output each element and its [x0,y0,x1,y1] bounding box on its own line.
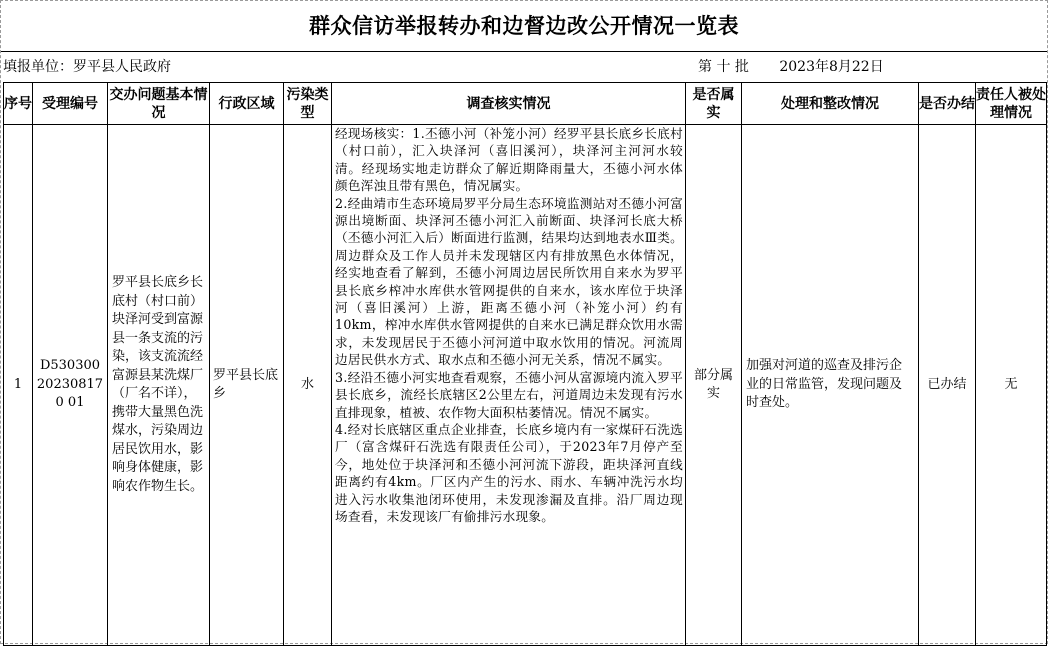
header-seq: 序号 [3,82,33,125]
investigation-paragraph: 4.经对长底辖区重点企业排查，长底乡境内有一家煤矸石洗选厂（富含煤矸石洗选有限责任公司），于2023年7月停产至今，地处位于块泽河和丕德小河河流下游段，距块泽河直线距离约有4km。厂区内产生的污水、雨水、车辆冲洗污水均进入污水收集池闭环使用，未发现渗漏及直排。沿厂周边现场查看，未发现该厂有偷排污水现象。 [335,421,683,524]
header-accountable: 责任人被处理情况 [975,82,1047,125]
investigation-paragraph: 3.经沿丕德小河实地查看观察，丕德小河从富源境内流入罗平县长底乡，流经长底辖区2公里左右，河道周边未发现有污水直排现象，植被、农作物大面积枯萎情况。情况不属实。 [335,369,683,420]
cell-handling: 加强对河道的巡查及排污企业的日常监管，发现问题及时查处。 [741,124,919,646]
cell-investigation [331,124,686,646]
cell-accountable: 无 [975,124,1047,646]
table-title: 群众信访举报转办和边督边改公开情况一览表 [1,1,1047,52]
investigation-text [335,125,683,525]
header-done: 是否办结 [918,82,976,125]
cell-id: D530300202308170 01 [32,124,108,646]
cell-region: 罗平县长底乡 [209,124,284,646]
cell-done: 已办结 [918,124,976,646]
header-region: 行政区域 [209,82,284,125]
investigation-paragraph: 2.经曲靖市生态环境局罗平分局生态环境监测站对丕德小河富源出境断面、块泽河丕德小河汇入前断面、块泽河长底大桥（丕德小河汇入后）断面进行监测，结果均达到地表水Ⅲ类。周边群众及工作人员并未发现辖区内有排放黑色水体情况，经实地查看了解到，丕德小河周边居民所饮用自来水为罗平县长底乡榨冲水库供水管网提供的自来水，该水库位于块泽河（喜旧溪河）上游，距离丕德小河（补笼小河）约有10km，榨冲水库供水管网提供的自来水已满足群众饮用水需求，未发现居民于丕德小河河道中取水饮用的情况。河流周边居民供水方式、取水点和丕德小河无关系，情况不属实。 [335,195,683,368]
batch-info [698,56,910,76]
header-handling: 处理和整改情况 [741,82,919,125]
report-date: 2023年8月22日 [779,59,884,75]
reporting-unit: 填报单位：罗平县人民政府 [3,59,171,75]
cell-seq: 1 [3,124,33,646]
header-problem: 交办问题基本情况 [107,82,210,125]
cell-problem: 罗平县长底乡长底村（村口前）块泽河受到富源县一条支流的污染，该支流流经富源县某洗煤厂（厂名不详），携带大量黑色洗煤水，污染周边居民饮用水，影响身体健康，影响农作物生长。 [107,124,210,646]
investigation-paragraph: 经现场核实：1.丕德小河（补笼小河）经罗平县长底乡长底村（村口前），汇入块泽河（喜旧溪河），块泽河主河河水较清。经现场实地走访群众了解近期降雨量大，丕德小河水体颜色浑浊且带有黑色，情况属实。 [335,126,683,194]
batch-number: 第 十 批 [698,59,749,75]
cell-verified: 部分属实 [685,124,742,646]
header-id: 受理编号 [32,82,108,125]
header-investigation: 调查核实情况 [331,82,686,125]
header-verified: 是否属实 [685,82,742,125]
header-pollution-type: 污染类型 [283,82,332,125]
cell-pollution-type: 水 [283,124,332,646]
